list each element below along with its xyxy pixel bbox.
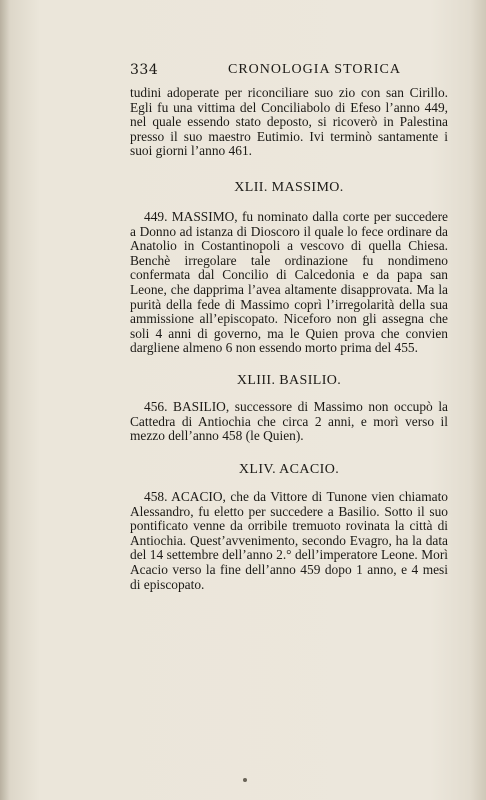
- section-heading-basilio: XLIII. BASILIO.: [236, 373, 342, 388]
- intro-paragraph: tudini adoperate per riconciliare suo zio con san Cirillo. Egli fu una vittima del Conciliabolo di Efeso l’anno 449, nel quale essendo stato deposto, si ricoverò in Palestina presso il suo maestro Eutimio. Ivi terminò santamente i suoi giorni l’anno 461.: [130, 85, 448, 159]
- section-text-massimo: 449. MASSIMO, fu nominato dalla corte per succedere a Donno ad istanza di Dioscoro il quale lo fece ordinare da Anatolio in Costantinopoli a vescovo di quella Chiesa. Benchè irregolare tale ordinazione fu nondimeno confermata dal Concilio di Calcedonia e da papa san Leone, che dapprima l’avea altamente disapprovata. Ma la purità della fede di Massimo coprì l’irregolarità della sua ammissione all’episcopato. Niceforo non gli assegna che soli 4 anni di governo, ma le Quien prova che convien dargliene almeno 6 non essendo morto prima del 455.: [130, 209, 448, 356]
- page-ornament-dot: [243, 778, 247, 782]
- section-heading-massimo: XLII. MASSIMO.: [234, 180, 344, 195]
- section-text-basilio: 456. BASILIO, successore di Massimo non occupò la Cattedra di Antiochia che circa 2 anni, e morì verso il mezzo dell’anno 458 (le Quien).: [130, 399, 448, 444]
- section-text-acacio: 458. ACACIO, che da Vittore di Tunone vien chiamato Alessandro, fu eletto per succedere a Basilio. Sotto il suo pontificato venne da orribile tremuoto rovinata la città di Antiochia. Quest’avvenimento, secondo Evagro, ha la data del 14 settembre dell’anno 2.° dell’imperatore Leone. Morì Acacio verso la fine dell’anno 459 dopo 1 anno, e 4 mesi di episcopato.: [130, 489, 448, 592]
- page-header: [130, 62, 448, 82]
- running-head: CRONOLOGIA STORICA: [228, 62, 401, 77]
- page-number: 334: [130, 62, 159, 78]
- section-heading-acacio: XLIV. ACACIO.: [238, 462, 340, 477]
